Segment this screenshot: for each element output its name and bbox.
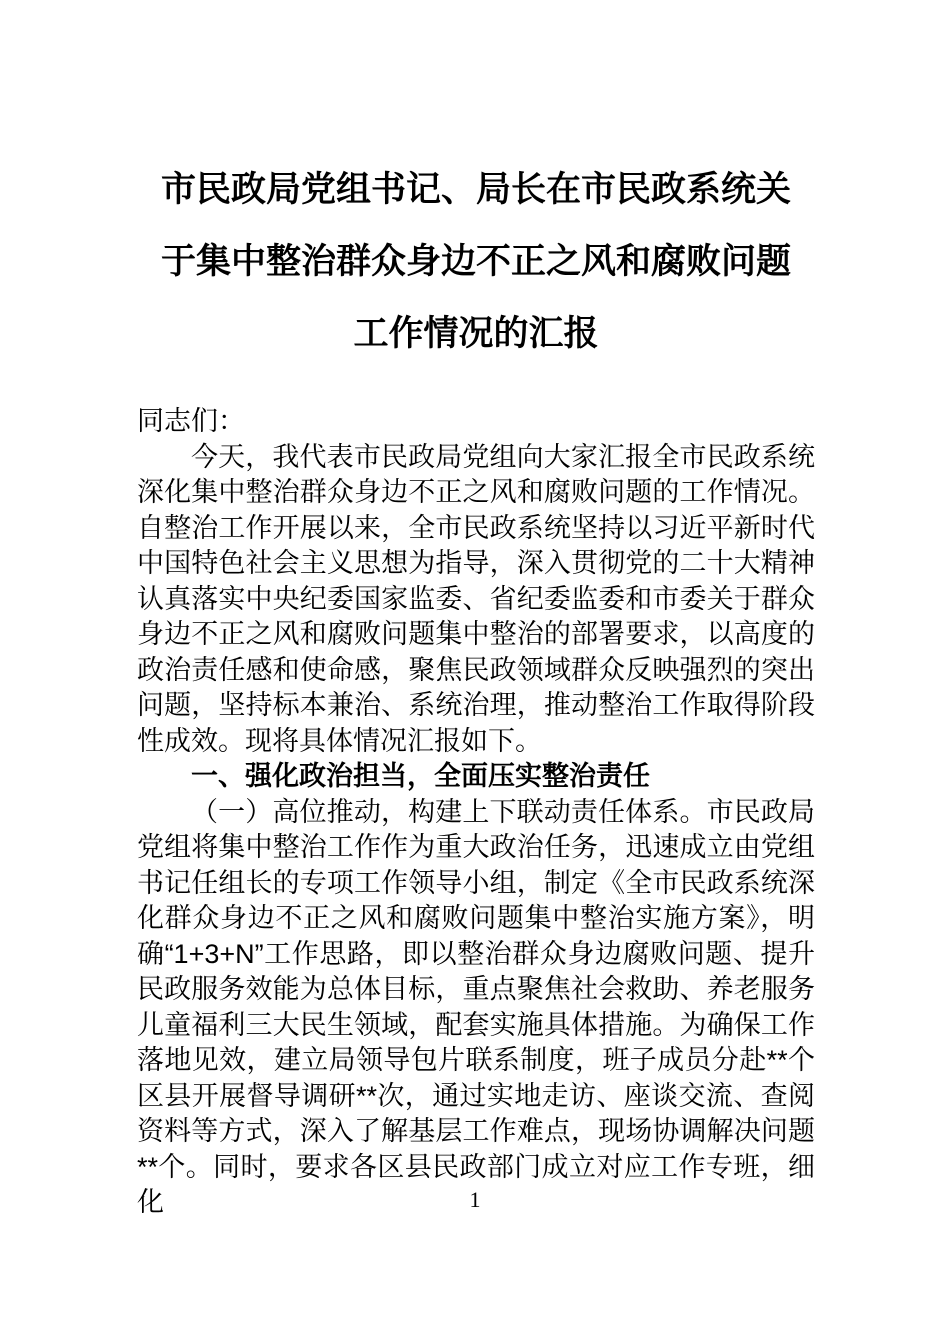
title-line-3: 工作情况的汇报 xyxy=(353,314,599,353)
document-body xyxy=(137,404,815,1221)
paragraph-section-1-1: （一）高位推动，构建上下联动责任体系。市民政局党组将集中整治工作作为重大政治任务，迅速成立由党组书记任组长的专项工作领导小组，制定《全市民政系统深化群众身边不正之风和腐败问题集中整治实施方案》，明确“1+3+N”工作思路，即以整治群众身边腐败问题、提升民政服务效能为总体目标，重点聚焦社会救助、养老服务儿童福利三大民生领域，配套实施具体措施。为确保工作落地见效，建立局领导包片联系制度，班子成员分赴**个区县开展督导调研**次，通过实地走访、座谈交流、查阅资料等方式，深入了解基层工作难点，现场协调解决问题**个。同时，要求各区县民政部门成立对应工作专班，细化 xyxy=(137,796,815,1217)
document-title xyxy=(137,154,815,370)
page-number: 1 xyxy=(469,1187,481,1212)
title-line-2: 于集中整治群众身边不正之风和腐败问题 xyxy=(160,242,791,281)
paragraph-intro: 今天，我代表市民政局党组向大家汇报全市民政系统深化集中整治群众身边不正之风和腐败问题的工作情况。自整治工作开展以来，全市民政系统坚持以习近平新时代中国特色社会主义思想为指导，深入贯彻党的二十大精神认真落实中央纪委国家监委、省纪委监委和市委关于群众身边不正之风和腐败问题集中整治的部署要求，以高度的政治责任感和使命感，聚焦民政领域群众反映强烈的突出问题，坚持标本兼治、系统治理，推动整治工作取得阶段性成效。现将具体情况汇报如下。 xyxy=(137,441,815,756)
salutation: 同志们： xyxy=(137,406,245,436)
document-content xyxy=(137,154,815,1221)
section-heading-1: 一、强化政治担当，全面压实整治责任 xyxy=(191,761,650,791)
title-line-1: 市民政局党组书记、局长在市民政系统关 xyxy=(160,170,791,209)
